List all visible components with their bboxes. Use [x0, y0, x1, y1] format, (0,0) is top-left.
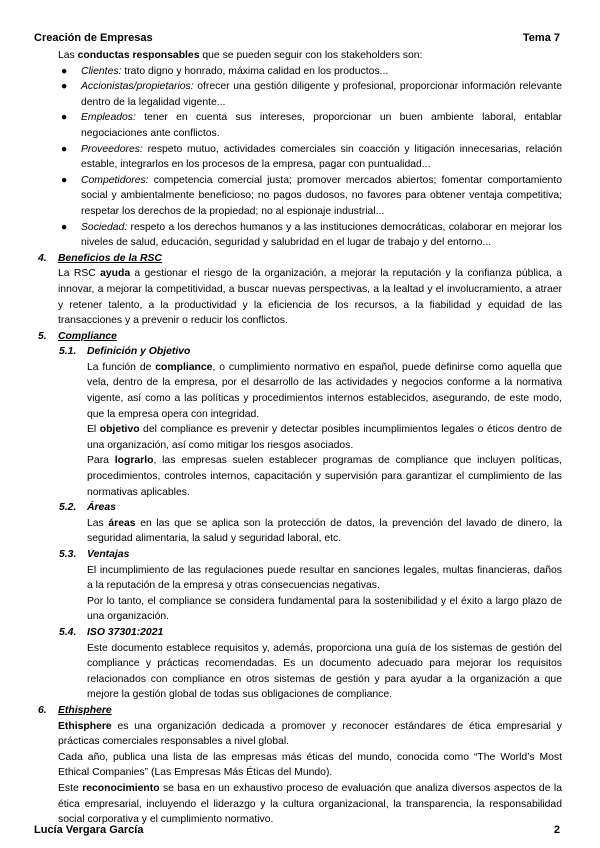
bullet-icon: ● — [61, 112, 68, 124]
subsection-number: 5.1. — [59, 346, 77, 358]
subsection-number: 5.2. — [59, 502, 77, 514]
paragraph-text-end: , las empresas suelen establecer programas de compliance que incluyen políticas, procedimientos, controles internos, capacitación y supervisión para garantizar el cumplimiento de las normativas aplicables. — [87, 455, 562, 498]
list-item — [61, 220, 562, 251]
subsection-title: Definición y Objetivo — [87, 346, 191, 358]
page-footer — [34, 823, 560, 839]
section-title: Ethisphere — [58, 704, 112, 716]
subsection-title: ISO 37301:2021 — [87, 626, 164, 638]
subsection-5-3-p2: Por lo tanto, el compliance se considera fundamental para la sostenibilidad y el éxito a largo plazo de una organización. — [87, 595, 562, 623]
list-item — [61, 110, 562, 141]
section-5-heading — [34, 329, 562, 345]
subsection-5-1-p2 — [34, 422, 562, 453]
item-label: Competidores: — [81, 174, 149, 186]
paragraph-text: La RSC — [58, 268, 101, 280]
subsection-number: 5.4. — [59, 626, 77, 638]
item-text: competencia comercial justa; promover mercados abiertos; fomentar comportamiento social y ambientalmente beneficioso; no pagos dudosos, no favores para obtener ventaja competitiva; respetar los derechos de la propiedad; no al espionaje industrial... — [81, 174, 562, 217]
header-title: Creación de Empresas — [34, 32, 153, 44]
subsection-title: Ventajas — [87, 549, 130, 560]
section-4-heading — [34, 251, 562, 267]
subsection-5-2-heading — [34, 500, 562, 516]
paragraph-text: La función de — [87, 361, 156, 373]
intro-text: Las — [58, 50, 78, 61]
paragraph-text: Las — [87, 517, 109, 529]
page-number: 2 — [553, 824, 560, 836]
item-text: respeto mutuo, actividades comerciales sin coacción y litigación innecesarias, relación estable, integrarlos en los procesos de la empresa, pagar con puntualidad... — [81, 143, 562, 171]
subsection-5-3-heading — [34, 547, 562, 563]
item-label: Sociedad: — [81, 221, 128, 233]
item-label: Accionistas/propietarios: — [81, 81, 194, 93]
paragraph-bold: Ethisphere — [58, 720, 112, 732]
section-6-p3 — [34, 781, 562, 828]
header-topic: Tema 7 — [522, 32, 560, 44]
intro-text-end: que se pueden seguir con los stakeholders son: — [199, 50, 423, 61]
item-label: Empleados: — [81, 112, 136, 124]
subsection-5-2-text — [34, 516, 562, 547]
paragraph-text-end: se basa en un exhaustivo proceso de evaluación que analiza diversos aspectos de la ética empresarial, incluyendo el liderazgo y la cultura organizacional, la transparencia, la responsabilidad social corporativa y el cumplimiento normativo. — [58, 782, 562, 826]
section-6-p2: Cada año, publica una lista de las empresas más éticas del mundo, conocida como “The World’s Most Ethical Companies” (Las Empresas Más Éticas del Mundo). — [58, 751, 562, 779]
section-number: 4. — [38, 252, 47, 264]
subsection-5-1-p1 — [34, 360, 562, 422]
stakeholders-list — [34, 64, 562, 251]
paragraph-bold: compliance — [155, 361, 213, 373]
paragraph-bold: objetivo — [99, 424, 140, 436]
section-number: 5. — [38, 330, 47, 342]
subsection-5-4-heading — [34, 625, 562, 641]
paragraph-text-end: , o cumplimiento normativo en español, puede definirse como aquella que vela, dentro de la empresa, por el desarrollo de las actividades y negocios conforme a la normativa vigente, así como a las políticas y procedimientos internos establecidos, asegurando, de este modo, que la empresa opera con integridad. — [87, 361, 562, 420]
item-text: tener en cuenta sus intereses, proporcionar un buen ambiente laboral, entablar negociaciones ante conflictos. — [81, 112, 562, 139]
paragraph-text: El — [87, 424, 100, 436]
stakeholders-intro — [34, 48, 562, 64]
list-item — [61, 173, 562, 220]
subsection-number: 5.3. — [59, 549, 77, 560]
bullet-icon: ● — [61, 143, 68, 155]
list-item — [61, 64, 562, 80]
section-title: Beneficios de la RSC — [58, 252, 162, 264]
subsection-title: Áreas — [87, 502, 116, 514]
paragraph-text-end: a gestionar el riesgo de la organización, a mejorar la reputación y la confianza pública, a innovar, a mejorar la competitividad, a buscar nuevas perspectivas, a la lealtad y el involucramiento, a atraer y retener talento, a la productividad y la eficiencia de los recursos, a la fiabilidad y equidad de las transacciones y a prevenir o reducir los conflictos. — [58, 268, 562, 327]
section-6-heading — [34, 703, 562, 719]
paragraph-bold: reconocimiento — [82, 782, 160, 794]
bullet-icon: ● — [61, 81, 68, 93]
paragraph-bold: áreas — [108, 517, 136, 529]
paragraph-text: Para — [87, 455, 115, 467]
section-title: Compliance — [58, 330, 117, 342]
subsection-5-1-heading — [34, 344, 562, 360]
section-6-p1 — [34, 719, 562, 750]
paragraph-text-end: en las que se aplica son la protección de datos, la prevención del lavado de dinero, la seguridad alimentaria, la salud y seguridad laboral, etc. — [87, 517, 563, 545]
item-text: trato digno y honrado, máxima calidad en los productos... — [121, 65, 389, 77]
section-number: 6. — [38, 704, 47, 716]
document-body — [34, 48, 562, 828]
intro-bold: conductas responsables — [77, 50, 200, 61]
paragraph-text-end: es una organización dedicada a promover y reconocer estándares de ética empresarial y prácticas comerciales responsables a nivel global. — [58, 720, 562, 748]
item-label: Clientes: — [81, 65, 122, 77]
paragraph-bold: lograrlo — [114, 455, 154, 467]
list-item — [61, 142, 562, 173]
paragraph-text-end: del compliance es prevenir y detectar posibles incumplimientos legales o éticos dentro de una organización, así como mitigar los riesgos asociados. — [87, 424, 562, 451]
page-header — [34, 31, 560, 47]
subsection-5-3-p1: El incumplimiento de las regulaciones puede resultar en sanciones legales, multas financieras, daños a la reputación de la empresa y otras consecuencias negativas. — [87, 564, 562, 592]
subsection-5-1-p3 — [34, 453, 562, 500]
bullet-icon: ● — [61, 221, 68, 233]
section-4-text — [34, 266, 562, 328]
paragraph-bold: ayuda — [100, 268, 131, 280]
bullet-icon: ● — [61, 65, 68, 77]
subsection-5-4-text: Este documento establece requisitos y, además, proporciona una guía de los sistemas de gestión del compliance y prácticas recomendadas. Es un documento adecuado para mejorar los requisitos relacionados con compliance en otros sistemas de gestión y para ayudar a la organización a que mejore la gestión global de todas sus obligaciones de compliance. — [87, 642, 562, 701]
bullet-icon: ● — [61, 174, 68, 186]
list-item — [61, 79, 562, 110]
paragraph-text: Este — [58, 782, 83, 794]
item-label: Proveedores: — [81, 143, 143, 155]
item-text: ofrecer una gestión diligente y profesional, proporcionar información relevante dentro de la legalidad vigente... — [81, 81, 562, 108]
footer-author: Lucía Vergara García — [34, 824, 144, 836]
item-text: respeto a los derechos humanos y a las instituciones democráticas, colaborar en mejorar los niveles de salud, educación, seguridad y salubridad en el lugar de trabajo y del entorno... — [81, 221, 562, 249]
